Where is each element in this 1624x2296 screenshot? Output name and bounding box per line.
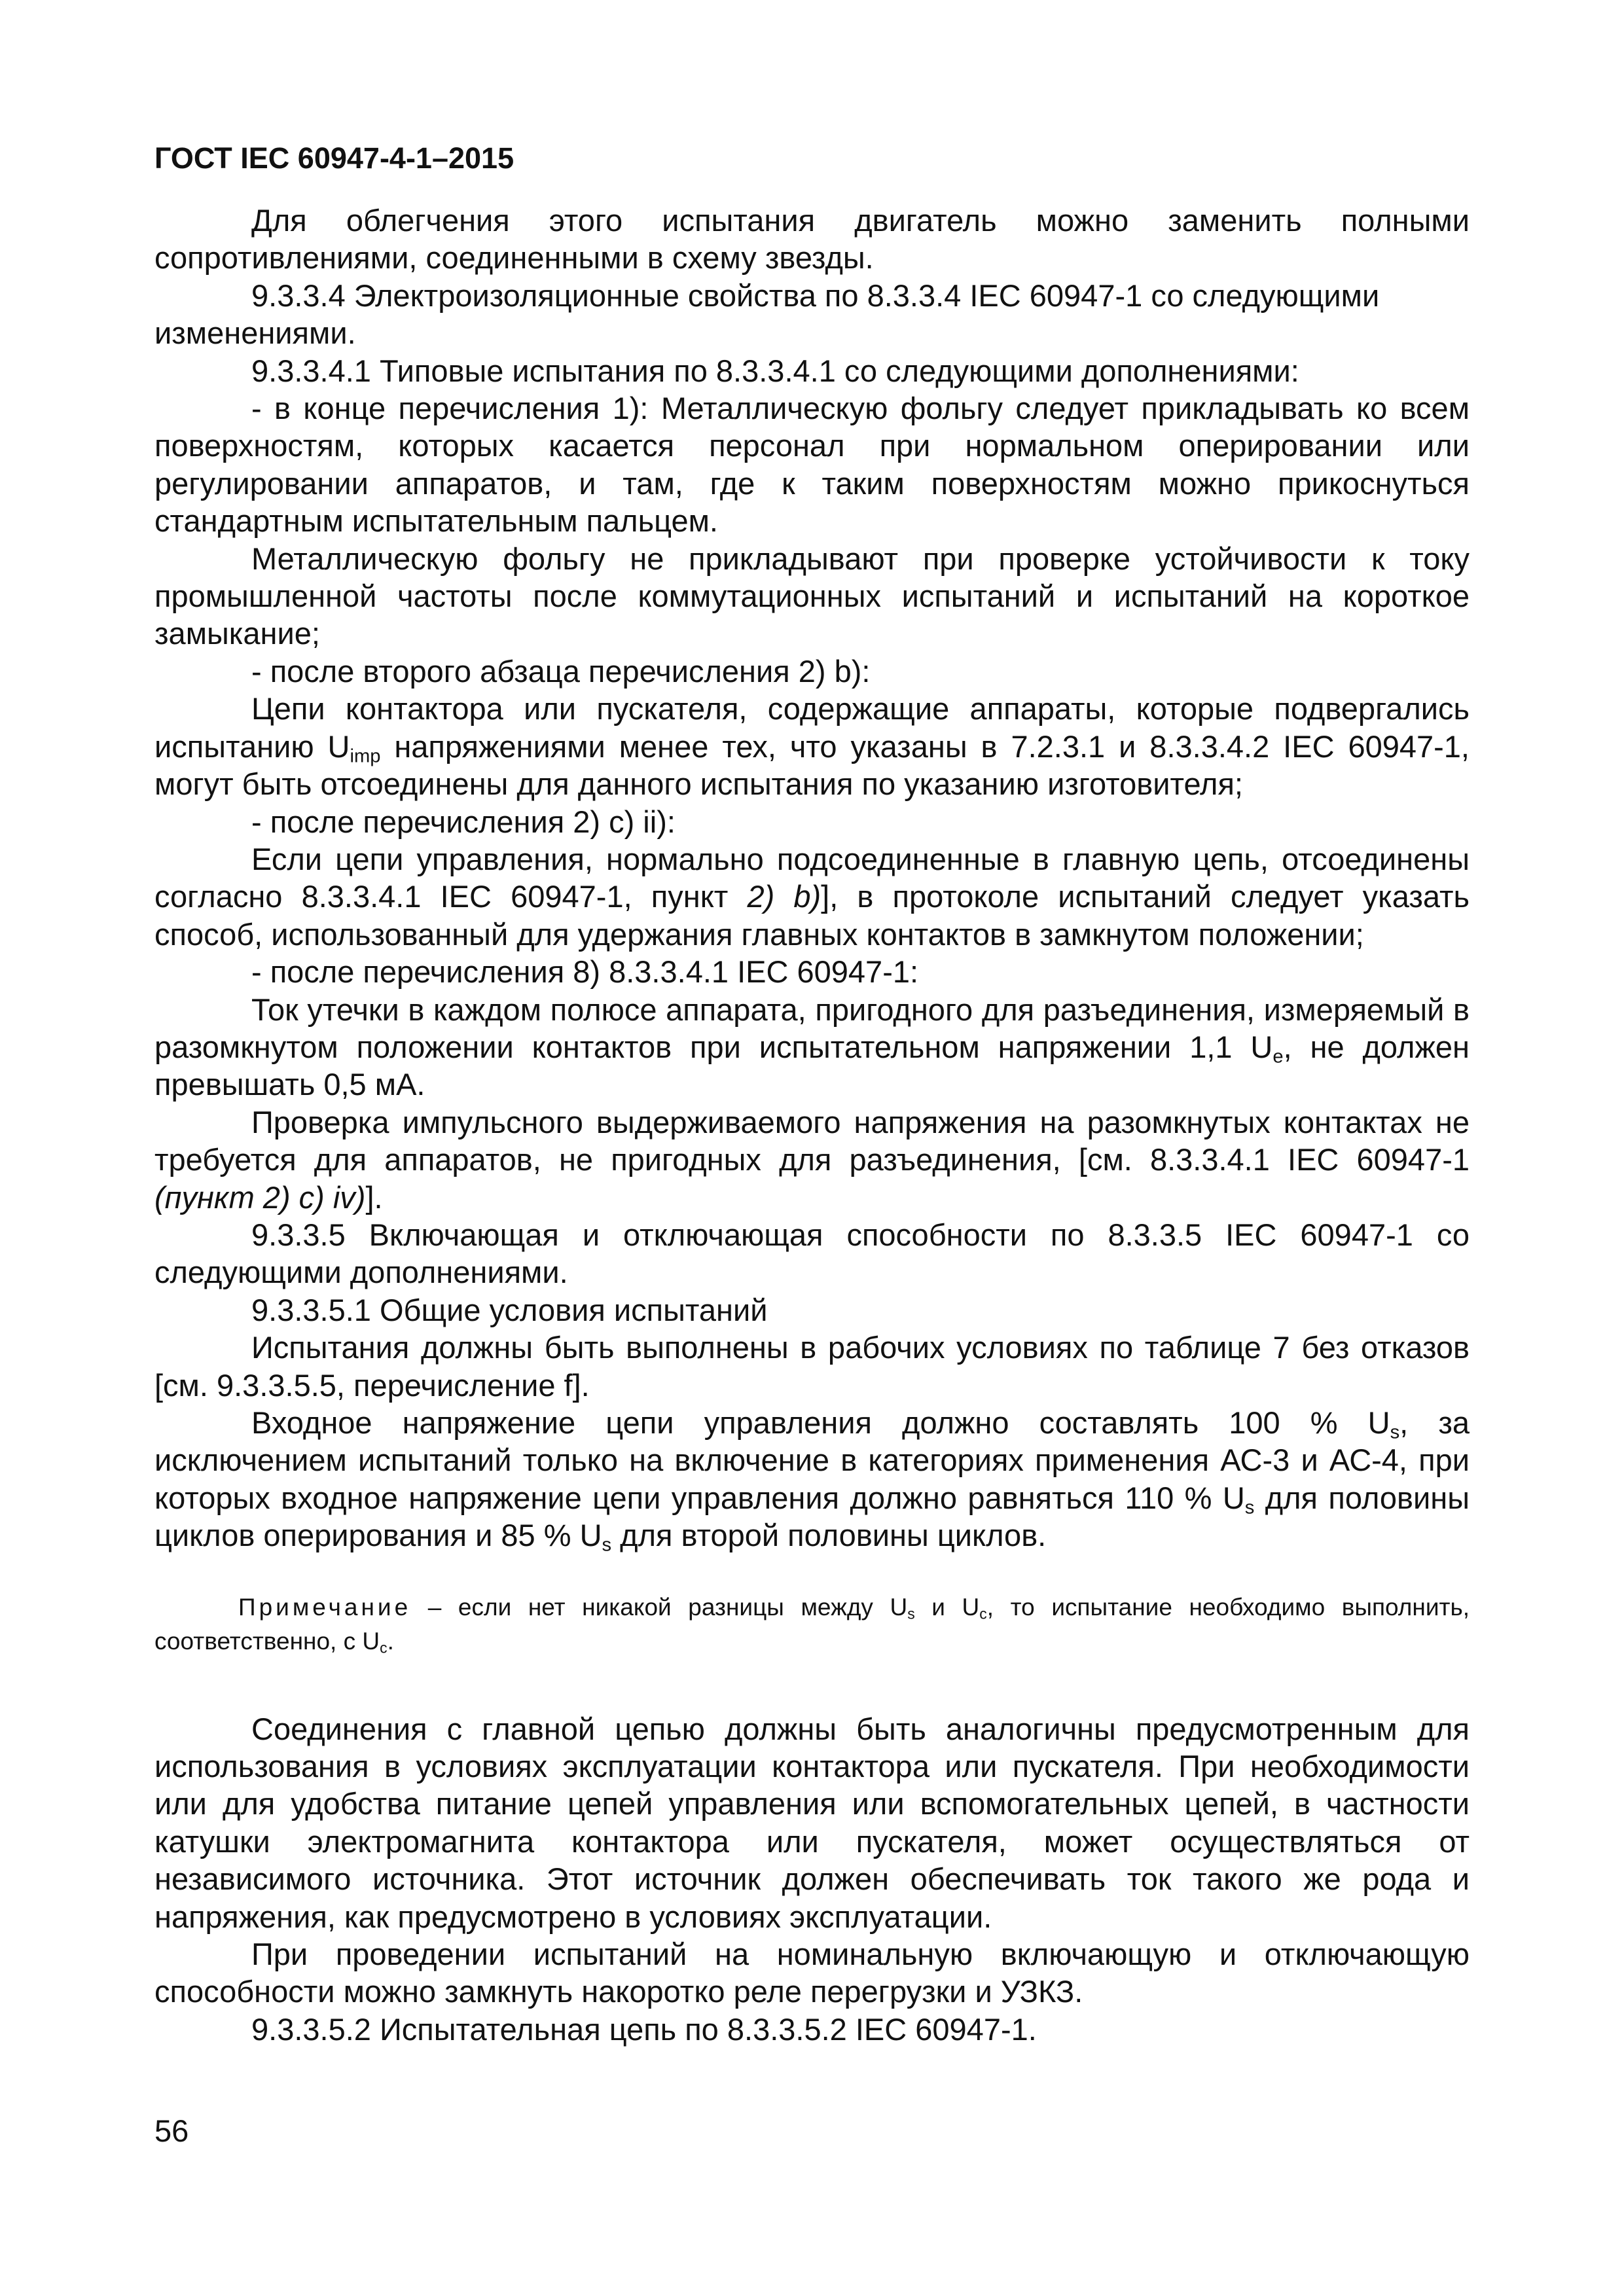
clause-9-3-3-4-1: 9.3.3.4.1 Типовые испытания по 8.3.3.4.1 со следующими дополнениями:: [251, 353, 1299, 388]
clause-9-3-3-5-2: 9.3.3.5.2 Испытательная цепь по 8.3.3.5.2 IEC 60947-1.: [251, 2011, 1037, 2047]
paragraph: Испытания должны быть выполнены в рабочих условиях по таблице 7 без отказов [см. 9.3.3.5.5, перечисление f].: [154, 1330, 1470, 1403]
subscript: s: [1390, 1422, 1400, 1443]
page-number: 56: [154, 2113, 189, 2148]
page-header: ГОСТ IEC 60947-4-1–2015: [154, 141, 514, 175]
paragraph: - после перечисления 2) c) ii):: [251, 804, 676, 839]
paragraph: Соединения с главной цепью должны быть аналогичны предусмотренным для использования в условиях эксплуатации контактора или пускателя. При необходимости или для удобства питание цепей управления или вспомогательных цепей, в частности катушки электромагнита контактора или пускателя, может осуществляться от независимого источника. Этот источник должен обеспечивать ток такого же рода и напряжения, как предусмотрено в условиях эксплуатации.: [154, 1711, 1470, 1934]
paragraph: Входное напряжение цепи управления должно составлять 100 % $U_s$, за исключением испытаний только на включение в категориях применения АС-3 и АС-4, при которых входное напряжение цепи управления должно равняться 110 % $U_s$ для половины циклов оперирования и 85 % $U_s$ для второй половины циклов.: [154, 1405, 1470, 1556]
paragraph: - в конце перечисления 1): Металлическую фольгу следует прикладывать ко всем поверхностям, которых касается персонал при нормальном оперировании или регулировании аппаратов, и там, где к таким поверхностям можно прикоснуться стандартным испытательным пальцем.: [154, 391, 1470, 539]
paragraph: Проверка импульсного выдерживаемого напряжения на разомкнутых контактах не требуется для аппаратов, не пригодных для разъединения, [см. 8.3.3.4.1 IEC 60947-1 (пункт 2) c) iv)].: [154, 1104, 1470, 1215]
paragraph: Для облегчения этого испытания двигатель можно заменить полными сопротивлениями, соединенными в схему звезды.: [154, 203, 1470, 276]
document-body: [154, 202, 1470, 2048]
paragraph: - после второго абзаца перечисления 2) b):: [251, 653, 871, 689]
paragraph: Металлическую фольгу не прикладывают при проверке устойчивости к току промышленной частоты после коммутационных испытаний и испытаний на короткое замыкание;: [154, 541, 1470, 651]
clause-9-3-3-4: 9.3.3.4 Электроизоляционные свойства по 8.3.3.4 IEC 60947-1 со следующими изменениями.: [154, 278, 1380, 351]
subscript: s: [1244, 1497, 1255, 1518]
subscript: e: [1272, 1046, 1284, 1067]
subscript: imp: [350, 745, 381, 766]
paragraph: При проведении испытаний на номинальную включающую и отключающую способности можно замкнуть накоротко реле перегрузки и УЗКЗ.: [154, 1937, 1470, 2009]
paragraph: Если цепи управления, нормально подсоединенные в главную цепь, отсоединены согласно 8.3.3.4.1 IEC 60947-1, пункт 2) b)], в протоколе испытаний следует указать способ, использованный для удержания главных контактов в замкнутом положении;: [154, 841, 1470, 952]
subscript: s: [602, 1534, 612, 1556]
clause-9-3-3-5: 9.3.3.5 Включающая и отключающая способности по 8.3.3.5 IEC 60947-1 со следующими дополнениями.: [154, 1217, 1470, 1290]
paragraph: Ток утечки в каждом полюсе аппарата, пригодного для разъединения, измеряемый в разомкнутом положении контактов при испытательном напряжении 1,1 $U_e$, не должен превышать 0,5 мА.: [154, 992, 1470, 1102]
note: Примечание – если нет никакой разницы между $U_s$ и $U_c$, то испытание необходимо выполнить, соответственно, с $U_c$.: [154, 1593, 1470, 1657]
clause-9-3-3-5-1: 9.3.3.5.1 Общие условия испытаний: [251, 1292, 768, 1327]
italic-text: 2) b): [747, 879, 821, 914]
paragraph: - после перечисления 8) 8.3.3.4.1 IEC 60947-1:: [251, 954, 919, 990]
italic-text: (пункт 2) c) iv): [154, 1179, 366, 1215]
note-label: Примечание: [238, 1593, 412, 1621]
paragraph: Цепи контактора или пускателя, содержащие аппараты, которые подвергались испытанию $U_{imp}$ напряжениями менее тех, что указаны в 7.2.3.1 и 8.3.3.4.2 IEC 60947-1, могут быть отсоединены для данного испытания по указанию изготовителя;: [154, 691, 1470, 802]
